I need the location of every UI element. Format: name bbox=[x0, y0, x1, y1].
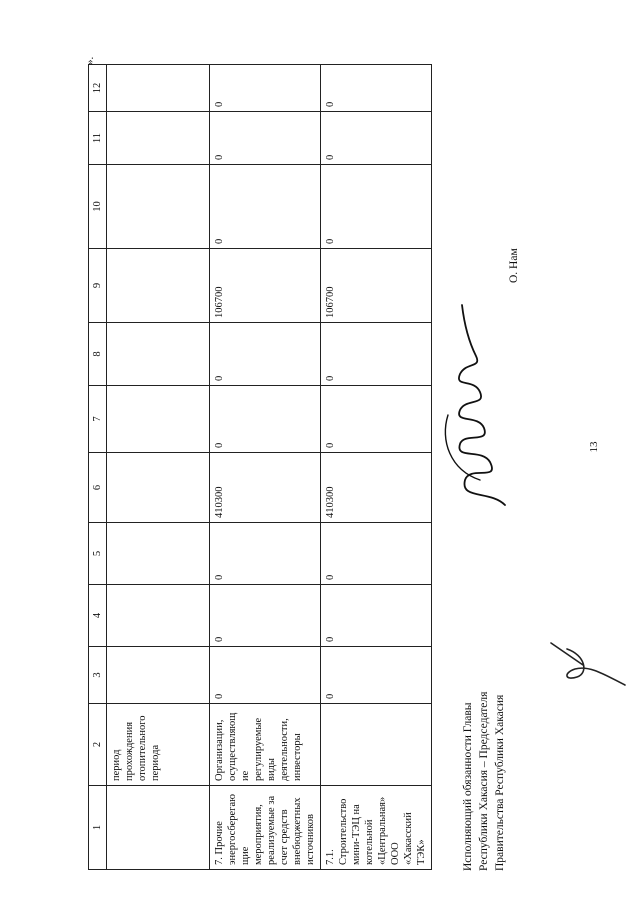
table-cell: 0 bbox=[321, 65, 432, 112]
table-cell: 0 bbox=[321, 523, 432, 585]
signatory-title-line: Республики Хакасия – Председателя bbox=[478, 691, 490, 871]
header-cell: 2 bbox=[89, 704, 107, 786]
table-cell: 7.1. Строительство мини-ТЭЦ на котельной «Центральная» ООО «Хакасский ТЭК» bbox=[321, 786, 432, 870]
handwritten-signature bbox=[420, 300, 515, 510]
table-cell bbox=[107, 647, 210, 704]
table-cell: 7. Прочие энергосберегающие мероприятия, реализуемые за счет средств внебюджетных источников bbox=[210, 786, 321, 870]
table-cell: 0 bbox=[321, 165, 432, 249]
table-cell bbox=[107, 585, 210, 647]
table-cell: 0 bbox=[321, 647, 432, 704]
header-cell: 4 bbox=[89, 585, 107, 647]
header-cell: 3 bbox=[89, 647, 107, 704]
header-cell: 6 bbox=[89, 453, 107, 523]
table-cell bbox=[107, 249, 210, 323]
signatory-title-line: Правительства Республики Хакасия bbox=[494, 694, 506, 871]
table-cell: 0 bbox=[210, 165, 321, 249]
table-cell bbox=[107, 523, 210, 585]
table-cell: 0 bbox=[321, 323, 432, 386]
table-cell: 0 bbox=[210, 386, 321, 453]
table-cell: 0 bbox=[321, 112, 432, 165]
header-cell: 5 bbox=[89, 523, 107, 585]
initials-scribble bbox=[545, 635, 630, 695]
header-cell: 12 bbox=[89, 65, 107, 112]
table-cell bbox=[107, 386, 210, 453]
table-row bbox=[321, 65, 432, 870]
funding-table bbox=[88, 64, 432, 870]
table-cell bbox=[107, 323, 210, 386]
table-cell bbox=[107, 165, 210, 249]
table-cell: 0 bbox=[210, 112, 321, 165]
table-cell: 0 bbox=[210, 585, 321, 647]
header-cell: 11 bbox=[89, 112, 107, 165]
table-cell: 0 bbox=[210, 65, 321, 112]
table-cell: 0 bbox=[210, 647, 321, 704]
table-cell: 0 bbox=[321, 386, 432, 453]
closing-quote: ». bbox=[84, 56, 96, 65]
table-cell: 0 bbox=[210, 323, 321, 386]
table-cell: 0 bbox=[321, 585, 432, 647]
table-row bbox=[107, 65, 210, 870]
header-cell: 7 bbox=[89, 386, 107, 453]
table-cell: 106700 bbox=[321, 249, 432, 323]
signatory-title-line: Исполняющий обязанности Главы bbox=[462, 702, 474, 871]
header-cell: 8 bbox=[89, 323, 107, 386]
table-cell: Организации, осуществляющие регулируемые виды деятельности, инвесторы bbox=[210, 704, 321, 786]
table-cell: 410300 bbox=[210, 453, 321, 523]
table-cell bbox=[107, 453, 210, 523]
header-cell: 1 bbox=[89, 786, 107, 870]
signatory-name: О. Нам bbox=[508, 248, 520, 283]
header-cell: 9 bbox=[89, 249, 107, 323]
table-cell bbox=[107, 786, 210, 870]
table-cell: 106700 bbox=[210, 249, 321, 323]
table-cell bbox=[107, 65, 210, 112]
table-cell: 0 bbox=[210, 523, 321, 585]
header-cell: 10 bbox=[89, 165, 107, 249]
table-header-row bbox=[89, 65, 107, 870]
table-cell bbox=[321, 704, 432, 786]
table-row bbox=[210, 65, 321, 870]
page-number: 13 bbox=[588, 441, 600, 453]
table-cell bbox=[107, 112, 210, 165]
table-cell: 410300 bbox=[321, 453, 432, 523]
table-cell: период прохождения отопительного периода bbox=[107, 704, 210, 786]
signatory-title bbox=[460, 692, 508, 871]
